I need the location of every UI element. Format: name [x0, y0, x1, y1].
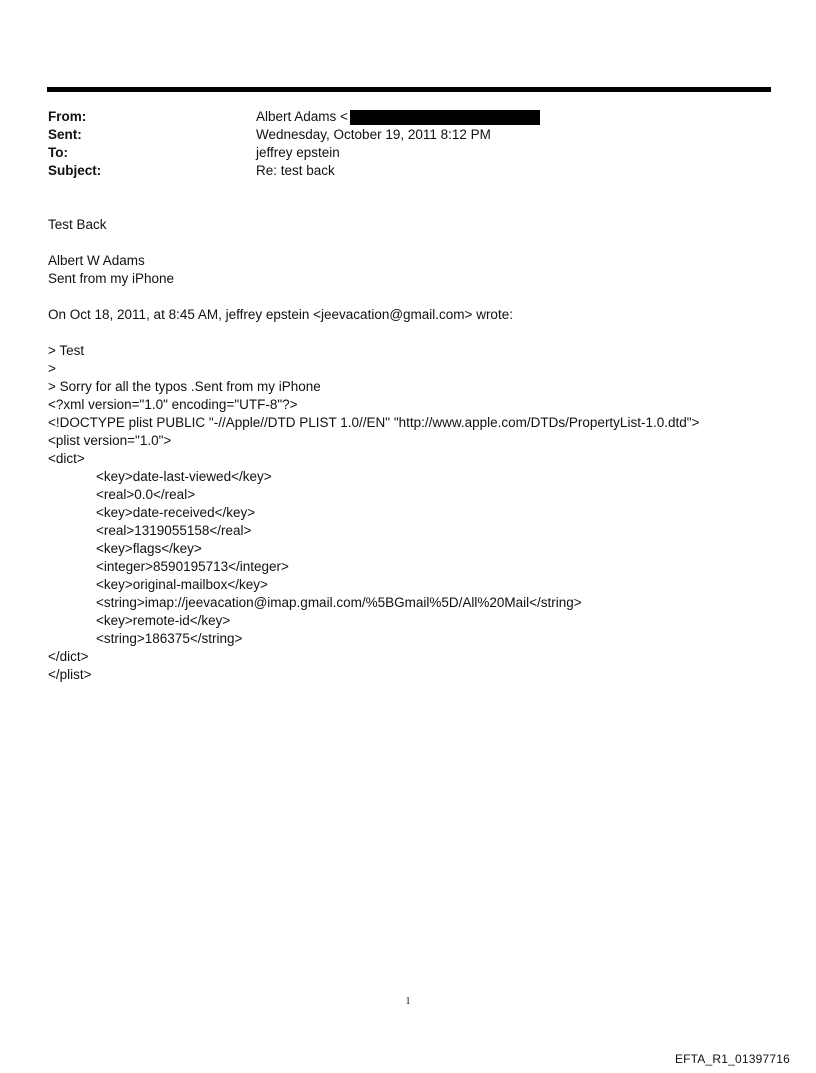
dict-line: <string>186375</string>	[96, 631, 243, 646]
email-body	[48, 216, 788, 684]
dict-line: <key>flags</key>	[96, 541, 202, 556]
to-label: To:	[48, 145, 68, 160]
header-divider	[47, 87, 771, 92]
greeting: Test Back	[48, 217, 107, 232]
signature-device: Sent from my iPhone	[48, 271, 175, 286]
quoted-line: >	[48, 361, 56, 376]
from-label: From:	[48, 109, 87, 124]
from-row	[48, 108, 748, 126]
redaction-block	[350, 110, 540, 125]
quote-intro: On Oct 18, 2011, at 8:45 AM, jeffrey epstein <jeevacation@gmail.com> wrote:	[48, 307, 513, 322]
dict-line: <key>remote-id</key>	[96, 613, 231, 628]
dict-line: <integer>8590195713</integer>	[96, 559, 289, 574]
sent-label: Sent:	[48, 127, 82, 142]
dict-line: <real>0.0</real>	[96, 487, 196, 502]
subject-label: Subject:	[48, 163, 102, 178]
dict-line: <key>date-last-viewed</key>	[96, 469, 272, 484]
dict-line: <key>date-received</key>	[96, 505, 256, 520]
closing-line: </plist>	[48, 667, 92, 682]
page-number: 1	[405, 996, 411, 1007]
xml-line: <plist version="1.0">	[48, 433, 172, 448]
sent-row	[48, 126, 748, 144]
to-value: jeffrey epstein	[256, 145, 340, 160]
closing-line: </dict>	[48, 649, 89, 664]
to-row	[48, 144, 748, 162]
subject-row	[48, 162, 748, 180]
signature-name: Albert W Adams	[48, 253, 145, 268]
quoted-line: > Sorry for all the typos .Sent from my iPhone	[48, 379, 321, 394]
subject-value: Re: test back	[256, 163, 335, 178]
quoted-line: > Test	[48, 343, 85, 358]
xml-line: <!DOCTYPE plist PUBLIC "-//Apple//DTD PLIST 1.0//EN" "http://www.apple.com/DTDs/PropertyList-1.0.dtd">	[48, 415, 700, 430]
from-value	[256, 108, 748, 126]
sent-value: Wednesday, October 19, 2011 8:12 PM	[256, 127, 491, 142]
dict-line: <real>1319055158</real>	[96, 523, 252, 538]
dict-line: <key>original-mailbox</key>	[96, 577, 268, 592]
xml-line: <?xml version="1.0" encoding="UTF-8"?>	[48, 397, 298, 412]
dict-line: <string>imap://jeevacation@imap.gmail.com/%5BGmail%5D/All%20Mail</string>	[96, 595, 582, 610]
document-id: EFTA_R1_01397716	[674, 1052, 790, 1066]
email-header	[48, 108, 748, 180]
xml-line: <dict>	[48, 451, 85, 466]
from-name: Albert Adams <	[256, 109, 348, 124]
